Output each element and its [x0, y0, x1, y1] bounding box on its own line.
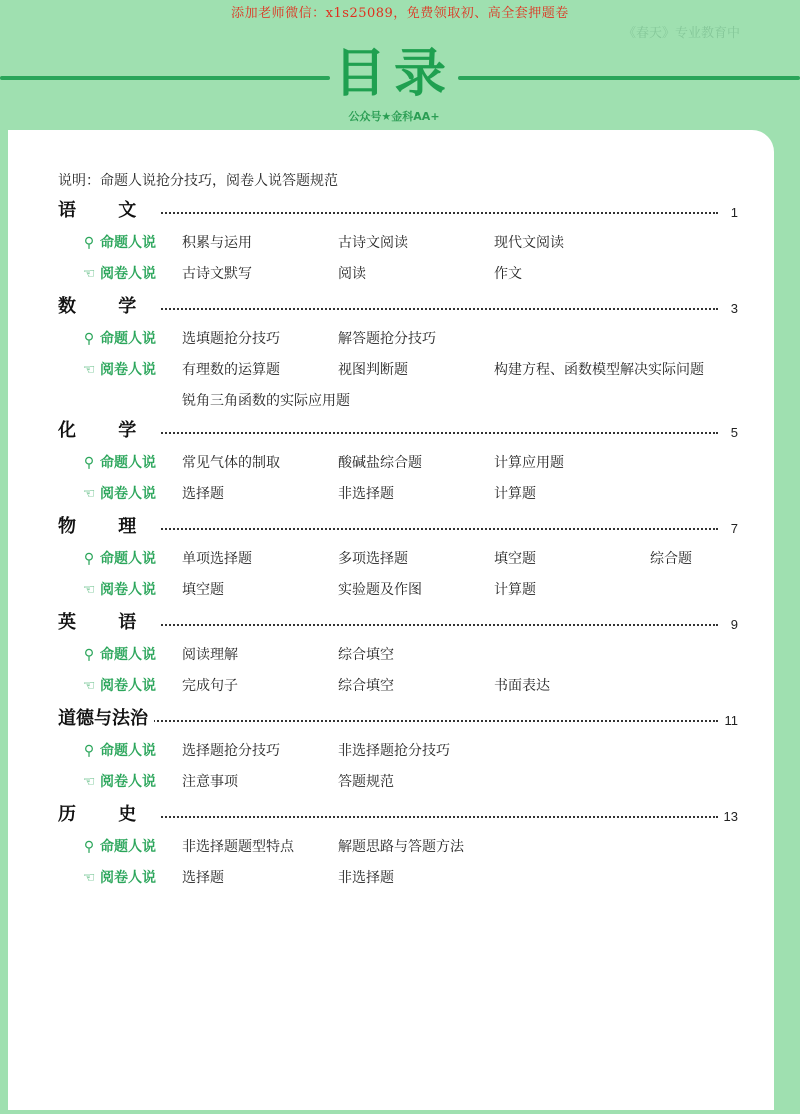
toc-entry[interactable]: 综合填空	[338, 647, 394, 663]
toc-entry[interactable]: 注意事项	[182, 774, 238, 790]
proposer-tag	[80, 452, 156, 472]
tag-label: 阅卷人说	[100, 486, 156, 502]
toc-panel	[8, 130, 774, 1110]
proposer-row	[58, 226, 738, 257]
magnifier-icon: ⚲	[83, 839, 95, 855]
hand-pointer-icon: ☜	[82, 362, 96, 378]
toc-entry[interactable]: 现代文阅读	[494, 235, 564, 251]
magnifier-icon: ⚲	[83, 455, 95, 471]
section-header[interactable]	[58, 512, 738, 542]
hand-pointer-icon: ☜	[82, 266, 96, 282]
page-number: 11	[724, 713, 738, 728]
ghost-text: 《春天》专业教育中	[622, 26, 740, 41]
page-number: 13	[723, 809, 738, 824]
toc-entry[interactable]: 非选择题抢分技巧	[338, 743, 450, 759]
toc-section	[58, 800, 738, 892]
header-rule-right	[458, 76, 800, 80]
hand-pointer-icon: ☜	[82, 678, 96, 694]
toc-entry[interactable]: 构建方程、函数模型解决实际问题	[494, 362, 704, 378]
proposer-row	[58, 322, 738, 353]
toc-entry[interactable]: 选择题	[182, 486, 224, 502]
section-title[interactable]: 英 语	[58, 608, 160, 638]
toc-entry[interactable]: 计算题	[494, 486, 536, 502]
magnifier-icon: ⚲	[83, 551, 95, 567]
tag-label: 命题人说	[100, 647, 156, 663]
toc-entry[interactable]: 有理数的运算题	[182, 362, 280, 378]
magnifier-icon: ⚲	[83, 647, 95, 663]
toc-entry[interactable]: 单项选择题	[182, 551, 252, 567]
toc-entry[interactable]: 实验题及作图	[338, 582, 422, 598]
tag-label: 命题人说	[100, 839, 156, 855]
toc-entry[interactable]: 完成句子	[182, 678, 238, 694]
tag-label: 命题人说	[100, 551, 156, 567]
grader-tag	[80, 263, 156, 283]
page-number: 5	[730, 425, 738, 440]
toc-entry[interactable]: 阅读理解	[182, 647, 238, 663]
page-number: 3	[730, 301, 738, 316]
hand-pointer-icon: ☜	[82, 870, 96, 886]
toc-entry[interactable]: 视图判断题	[338, 362, 408, 378]
grader-row	[58, 765, 738, 796]
tag-label: 阅卷人说	[100, 678, 156, 694]
toc-entry[interactable]: 解题思路与答题方法	[338, 839, 464, 855]
toc-section	[58, 416, 738, 508]
toc-entry[interactable]: 酸碱盐综合题	[338, 455, 422, 471]
section-title[interactable]: 数 学	[58, 292, 160, 322]
page-number: 9	[730, 617, 738, 632]
toc-entry[interactable]: 常见气体的制取	[182, 455, 280, 471]
section-title[interactable]: 历 史	[58, 800, 160, 830]
proposer-tag	[80, 548, 156, 568]
toc-entry[interactable]: 积累与运用	[182, 235, 252, 251]
toc-entry[interactable]: 阅读	[338, 266, 366, 282]
promo-note: 添加老师微信：x1s25089，免费领取初、高全套押题卷	[231, 6, 569, 21]
grader-row	[58, 353, 738, 384]
toc-entry[interactable]: 计算应用题	[494, 455, 564, 471]
toc-entry[interactable]: 锐角三角函数的实际应用题	[182, 393, 350, 409]
grader-row	[58, 573, 738, 604]
tag-label: 阅卷人说	[100, 362, 156, 378]
page-number: 1	[730, 205, 738, 220]
grader-row	[58, 861, 738, 892]
magnifier-icon: ⚲	[83, 743, 95, 759]
section-title[interactable]: 物 理	[58, 512, 160, 542]
toc-entry[interactable]: 古诗文阅读	[338, 235, 408, 251]
section-header[interactable]	[58, 800, 738, 830]
toc-section	[58, 512, 738, 604]
proposer-row	[58, 734, 738, 765]
page-number: 7	[730, 521, 738, 536]
toc-entry[interactable]: 作文	[494, 266, 522, 282]
section-title[interactable]: 化 学	[58, 416, 160, 446]
proposer-tag	[80, 836, 156, 856]
tag-label: 命题人说	[100, 743, 156, 759]
grader-row-extra	[58, 384, 738, 415]
hand-pointer-icon: ☜	[82, 774, 96, 790]
section-header[interactable]	[58, 608, 738, 638]
grader-tag	[80, 867, 156, 887]
toc-section	[58, 608, 738, 700]
grader-row	[58, 257, 738, 288]
proposer-row	[58, 446, 738, 477]
tag-label: 命题人说	[100, 455, 156, 471]
proposer-tag	[80, 740, 156, 760]
section-header[interactable]	[58, 704, 738, 734]
hand-pointer-icon: ☜	[82, 582, 96, 598]
page-subtitle: 公众号★金科AA+	[348, 110, 440, 123]
toc-section	[58, 196, 738, 288]
toc-entry[interactable]: 书面表达	[494, 678, 550, 694]
proposer-tag	[80, 232, 156, 252]
section-title[interactable]: 语 文	[58, 196, 160, 226]
magnifier-icon: ⚲	[83, 235, 95, 251]
grader-tag	[80, 359, 156, 379]
grader-tag	[80, 483, 156, 503]
proposer-tag	[80, 328, 156, 348]
toc-entry[interactable]: 填空题	[494, 551, 536, 567]
toc-entry[interactable]: 非选择题	[338, 870, 394, 886]
proposer-row	[58, 638, 738, 669]
section-header[interactable]	[58, 416, 738, 446]
tag-label: 命题人说	[100, 331, 156, 347]
proposer-tag	[80, 644, 156, 664]
tag-label: 阅卷人说	[100, 582, 156, 598]
toc-entry[interactable]: 多项选择题	[338, 551, 408, 567]
magnifier-icon: ⚲	[83, 331, 95, 347]
proposer-row	[58, 830, 738, 861]
tag-label: 阅卷人说	[100, 774, 156, 790]
tag-label: 阅卷人说	[100, 266, 156, 282]
toc-entry[interactable]: 古诗文默写	[182, 266, 252, 282]
toc-entry[interactable]: 选择题	[182, 870, 224, 886]
grader-tag	[80, 579, 156, 599]
grader-row	[58, 477, 738, 508]
tag-label: 命题人说	[100, 235, 156, 251]
proposer-row	[58, 542, 738, 573]
toc-entry[interactable]: 非选择题	[338, 486, 394, 502]
toc-entry[interactable]: 非选择题题型特点	[182, 839, 294, 855]
header-rule-left	[0, 76, 330, 80]
toc-section	[58, 292, 738, 415]
dot-leader	[58, 720, 718, 722]
toc-entry[interactable]: 计算题	[494, 582, 536, 598]
toc-entry[interactable]: 综合题	[650, 551, 692, 567]
toc-entry[interactable]: 答题规范	[338, 774, 394, 790]
toc-entry[interactable]: 综合填空	[338, 678, 394, 694]
page-title: 目录	[333, 44, 454, 104]
section-title[interactable]: 道德与法治	[58, 704, 154, 734]
grader-tag	[80, 771, 156, 791]
grader-row	[58, 669, 738, 700]
toc-entry[interactable]: 填空题	[182, 582, 224, 598]
toc-entry[interactable]: 选择题抢分技巧	[182, 743, 280, 759]
toc-entry[interactable]: 解答题抢分技巧	[338, 331, 436, 347]
intro-text: 说明：命题人说抢分技巧，阅卷人说答题规范	[58, 173, 338, 189]
toc-entry[interactable]: 选填题抢分技巧	[182, 331, 280, 347]
hand-pointer-icon: ☜	[82, 486, 96, 502]
toc-section	[58, 704, 738, 796]
section-header[interactable]	[58, 196, 738, 226]
tag-label: 阅卷人说	[100, 870, 156, 886]
section-header[interactable]	[58, 292, 738, 322]
grader-tag	[80, 675, 156, 695]
